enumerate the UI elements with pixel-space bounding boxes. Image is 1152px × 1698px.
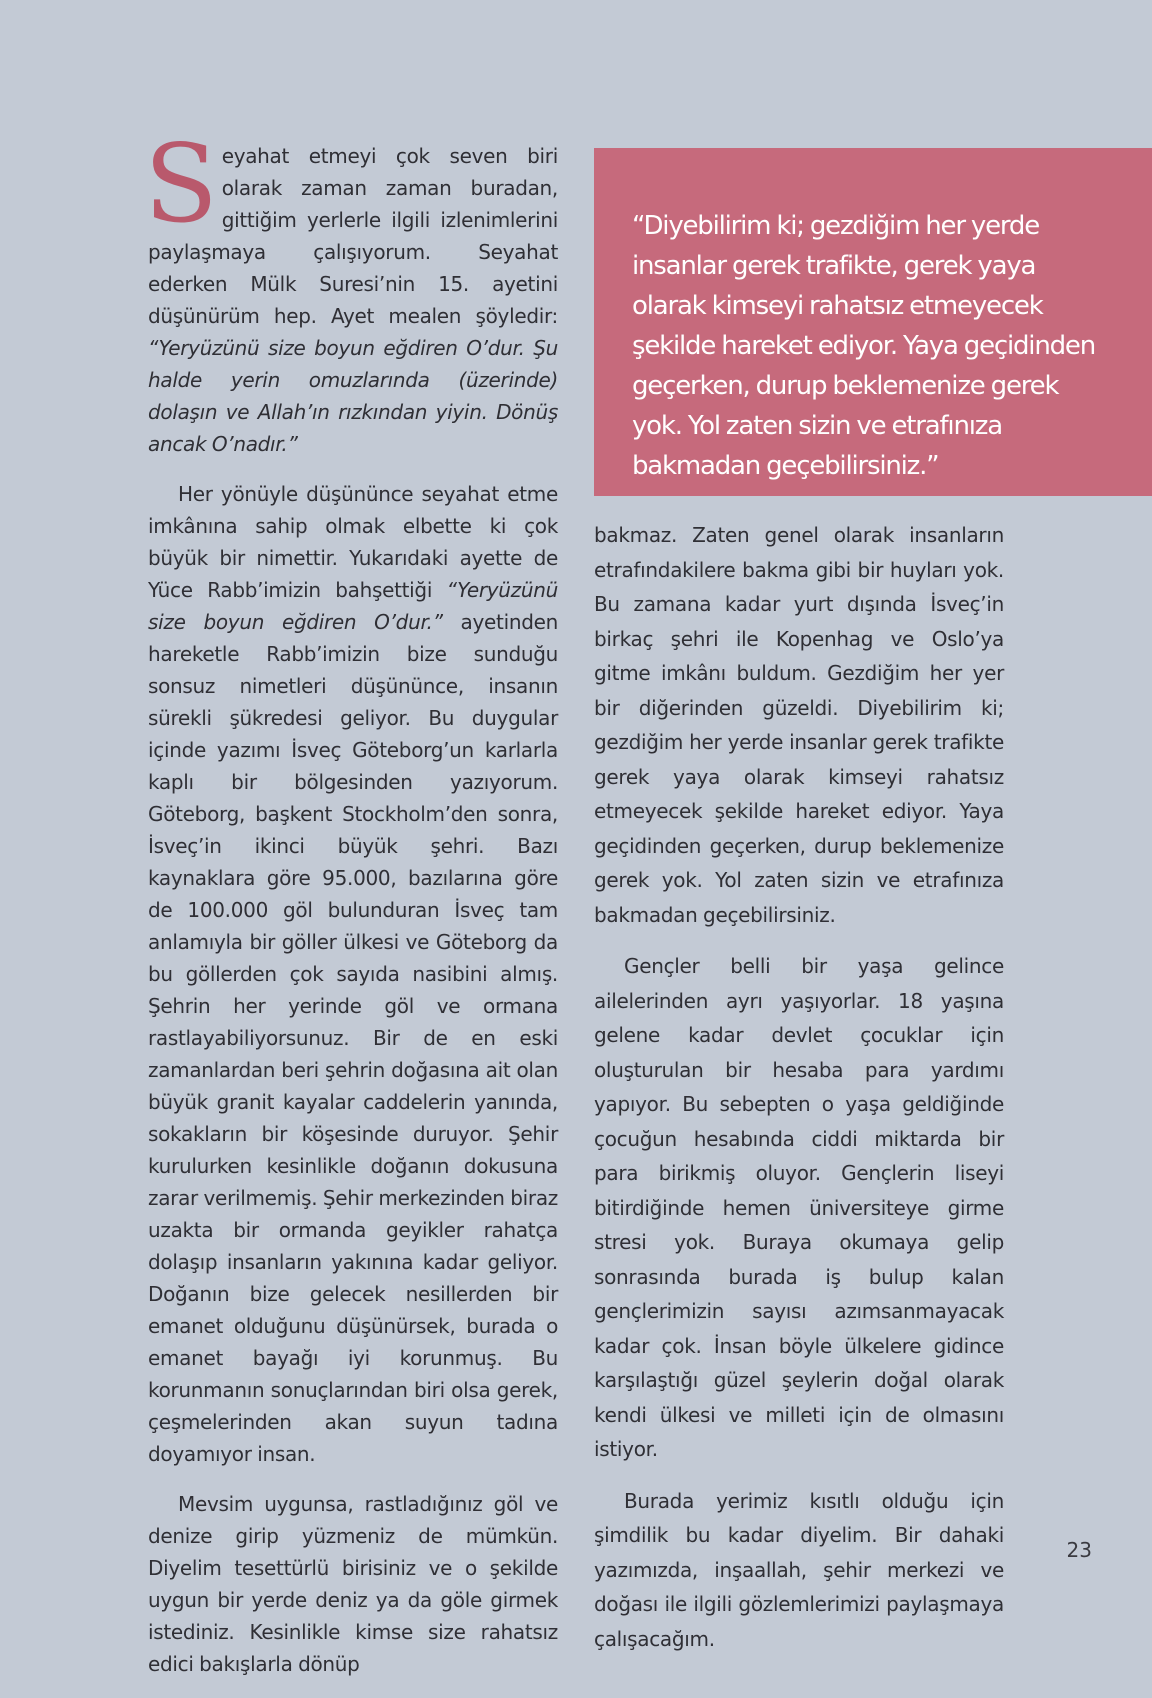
paragraph-text: Her yönüyle düşününce seyahat etme imkânına sahip olmak elbette ki çok büyük bir nimettir. Yukarıdaki ayette de Yüce Rabb’imizin bahşettiği — [148, 482, 558, 602]
paragraph-intro — [144, 122, 558, 460]
page-number: 23 — [1066, 1538, 1092, 1562]
intro-text: eyahat etmeyi çok seven biri olarak zaman zaman buradan, gittiğim yerlerle ilgili izlenimlerini paylaşmaya çalışıyorum. Seyahat ederken Mülk Suresi’nin 15. ayetini düşünürüm hep. Ayet mealen şöyledir: — [148, 144, 558, 328]
drop-cap: S — [144, 122, 218, 247]
verse-quote-short: “Yeryüzünü size boyun eğdiren O’dur.” — [148, 578, 558, 634]
article-right-column — [594, 518, 1004, 1673]
paragraph-continuation: bakmaz. Zaten genel olarak insanların etrafındakilere bakma gibi bir huyları yok. Bu zamana kadar yurt dışında İsveç’in birkaç şehri ile Kopenhag ve Oslo’ya gitme imkânı buldum. Gezdiğim her yer bir diğerinden güzeldi. Diyebilirim ki; gezdiğim her yerde insanlar gerek trafikte gerek yaya olarak kimseyi rahatsız etmeyecek şekilde hareket ediyor. Yaya geçidinden geçerken, durup beklemenize gerek yok. Yol zaten sizin ve etrafınıza bakmadan geçebilirsiniz. — [594, 523, 1004, 927]
paragraph-closing: Burada yerimiz kısıtlı olduğu için şimdilik bu kadar diyelim. Bir dahaki yazımızda, inşaallah, şehir merkezi ve doğası ile ilgili gözlemlerimizi paylaşmaya çalışacağım. — [594, 1488, 1004, 1651]
article-left-column — [144, 122, 558, 1698]
paragraph-gothenburg — [148, 478, 558, 1470]
paragraph-text: ayetinden hareketle Rabb’imizin bize sunduğu sonsuz nimetleri düşününce, insanın sürekli şükredesi geliyor. Bu duygular içinde yazımı İsveç Göteborg’un karlarla kaplı bir bölgesinden yazıyorum. Göteborg, başkent Stockholm’den sonra, İsveç’in ikinci büyük şehri. Bazı kaynaklara göre 95.000, bazılarına göre de 100.000 göl bulunduran İsveç tam anlamıyla bir göller ülkesi ve Göteborg da bu göllerden çok sayıda nasibini almış. Şehrin her yerinde göl ve ormana rastlayabiliyorsunuz. Bir de en eski zamanlardan beri şehrin doğasına ait olan büyük granit kayalar caddelerin yanında, sokakların bir köşesinde duruyor. Şehir kurulurken kesinlikle doğanın dokusuna zarar verilmemiş. Şehir merkezinden biraz uzakta bir ormanda geyikler rahatça dolaşıp insanların yakınına kadar geliyor. Doğanın bize gelecek nesillerden bir emanet olduğunu düşünürsek, burada o emanet bayağı iyi korunmuş. Bu korunmanın sonuçlarından biri olsa gerek, çeşmelerinden akan suyun tadına doyamıyor insan. — [148, 610, 558, 1466]
paragraph-swimming: Mevsim uygunsa, rastladığınız göl ve denize girip yüzmeniz de mümkün. Diyelim tesettürlü birisiniz ve o şekilde uygun bir yerde deniz ya da göle girmek istediniz. Kesinlikle kimse size rahatsız edici bakışlarla dönüp — [148, 1492, 558, 1676]
pull-quote-text: “Diyebilirim ki; gezdiğim her yerde insanlar gerek trafikte, gerek yaya olarak kimseyi rahatsız etmeyecek şekilde hareket ediyor. Yaya geçidinden geçerken, durup beklemenize gerek yok. Yol zaten sizin ve etrafınıza bakmadan geçebilirsiniz.” — [632, 211, 1095, 481]
paragraph-youth: Gençler belli bir yaşa gelince ailelerinden ayrı yaşıyorlar. 18 yaşına gelene kadar devlet çocuklar için oluşturulan bir hesaba para yardımı yapıyor. Bu sebepten o yaşa geldiğinde çocuğun hesabında ciddi miktarda bir para birikmiş oluyor. Gençlerin liseyi bitirdiğinde hemen üniversiteye girme stresi yok. Buraya okumaya gelip sonrasında burada iş bulup kalan gençlerimizin sayısı azımsanmayacak kadar çok. İnsan böyle ülkelere gidince karşılaştığı güzel şeylerin doğal olarak kendi ülkesi ve milleti için de olmasını istiyor. — [594, 954, 1004, 1461]
pull-quote-box — [594, 148, 1152, 496]
verse-quote: “Yeryüzünü size boyun eğdiren O’dur. Şu halde yerin omuzlarında (üzerinde) dolaşın ve Allah’ın rızkından yiyin. Dönüş ancak O’nadır.” — [148, 336, 558, 456]
